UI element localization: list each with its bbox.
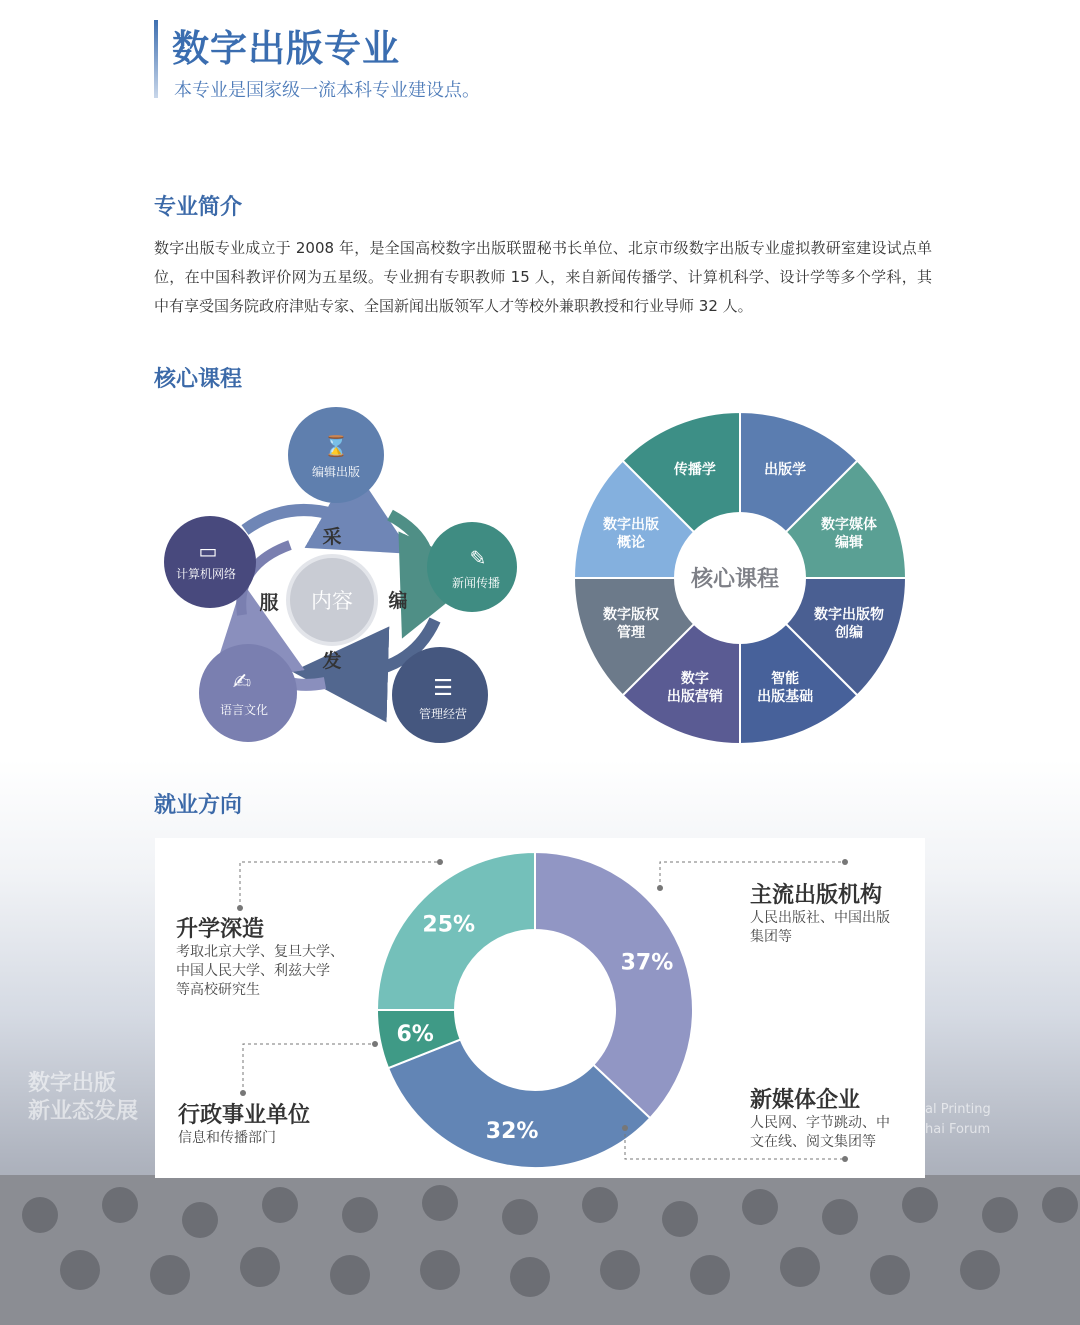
monitor-icon: ▭ [198, 539, 218, 563]
donut-value-label: 25% [422, 912, 476, 938]
leader-line [243, 1044, 375, 1093]
node-computer [164, 516, 256, 608]
node-label: 计算机网络 [175, 567, 237, 581]
intro-heading: 专业简介 [154, 195, 243, 220]
edit-icon: ✍ [232, 670, 252, 695]
career-item-title: 行政事业单位 [178, 1103, 311, 1128]
background-banner [28, 1070, 138, 1126]
background-banner-right [925, 1100, 991, 1140]
wheel-segment-label: 数字媒体编辑 [821, 516, 878, 551]
document-icon: ☰ [433, 676, 453, 701]
wheel-segment-label: 数字出版概论 [602, 516, 659, 551]
intro-paragraph: 数字出版专业成立于 2008 年，是全国高校数字出版联盟秘书长单位、北京市级数字出版专业虚拟教研室建设试点单位，在中国科教评价网为五星级。专业拥有专职教师 15 人，来自新闻传播学、计算机科学、设计学等多个学科，其中有享受国务院政府津贴专家、全国新闻出版领军人才等校外兼职教授和行业导师 32 人。 [154, 239, 932, 315]
banner-text: al Printing [925, 1102, 991, 1117]
node-management [392, 647, 488, 743]
wheel-segment-label: 传播学 [673, 461, 716, 478]
hourglass-icon: ⌛ [323, 434, 349, 458]
career-item-desc: 等高校研究生 [176, 982, 260, 998]
stage-label: 编 [388, 590, 408, 612]
wheel-segment-label: 出版学 [764, 461, 807, 478]
crowd-photo [0, 1175, 1080, 1325]
stage-label: 采 [322, 526, 342, 548]
title-accent-bar [154, 20, 158, 98]
wheel-segment-label: 智能出版基础 [757, 671, 814, 706]
career-item-title: 主流出版机构 [750, 883, 883, 908]
page-subtitle: 本专业是国家级一流本科专业建设点。 [174, 80, 480, 101]
donut-value-label: 32% [485, 1118, 539, 1144]
career-item-title: 升学深造 [176, 917, 265, 942]
node-label: 语言文化 [219, 703, 269, 717]
core-course-wheel [570, 408, 910, 748]
career-item-desc: 人民出版社、中国出版 [750, 910, 890, 926]
cycle-arrow-2 [390, 515, 429, 595]
node-language [199, 644, 297, 742]
career-item-study [176, 912, 344, 1000]
banner-text: 新业态发展 [28, 1099, 139, 1124]
career-item-desc: 中国人民大学、利兹大学 [176, 963, 330, 979]
node-journalism [427, 522, 517, 612]
core-cycle-diagram [150, 405, 540, 755]
career-item-publishing [750, 878, 890, 947]
wheel-segment-label: 数字版权管理 [602, 607, 659, 642]
career-item-desc: 集团等 [750, 929, 792, 945]
wheel-center-label: 核心课程 [690, 567, 780, 592]
career-item-desc: 考取北京大学、复旦大学、 [176, 944, 344, 960]
node-label: 编辑出版 [311, 465, 361, 479]
career-item-desc: 文在线、阅文集团等 [750, 1134, 876, 1150]
donut-value-label: 37% [620, 950, 674, 976]
banner-text: hai Forum [925, 1122, 991, 1137]
node-label: 管理经营 [418, 707, 468, 721]
stage-label: 服 [259, 592, 279, 614]
wheel-segment-label: 数字出版物创编 [814, 607, 885, 642]
node-label: 新闻传播 [451, 576, 501, 590]
career-item-desc: 人民网、字节跳动、中 [750, 1115, 890, 1131]
stage-label: 发 [322, 650, 342, 672]
career-item-desc: 信息和传播部门 [178, 1130, 276, 1146]
career-item-government [178, 1098, 310, 1148]
leader-line [240, 862, 440, 908]
career-item-newmedia [750, 1083, 890, 1152]
pen-icon: ✎ [469, 546, 487, 570]
wheel-segment-label: 数字出版营销 [666, 671, 723, 706]
career-item-title: 新媒体企业 [750, 1088, 861, 1113]
node-editing [288, 407, 384, 503]
donut-value-label: 6% [396, 1021, 434, 1047]
page-title: 数字出版专业 [172, 27, 400, 70]
banner-text: 数字出版 [28, 1071, 117, 1096]
career-heading: 就业方向 [154, 793, 243, 818]
cycle-center-label: 内容 [311, 589, 353, 613]
cycle-arrow-1 [245, 510, 370, 530]
core-heading: 核心课程 [154, 367, 243, 392]
